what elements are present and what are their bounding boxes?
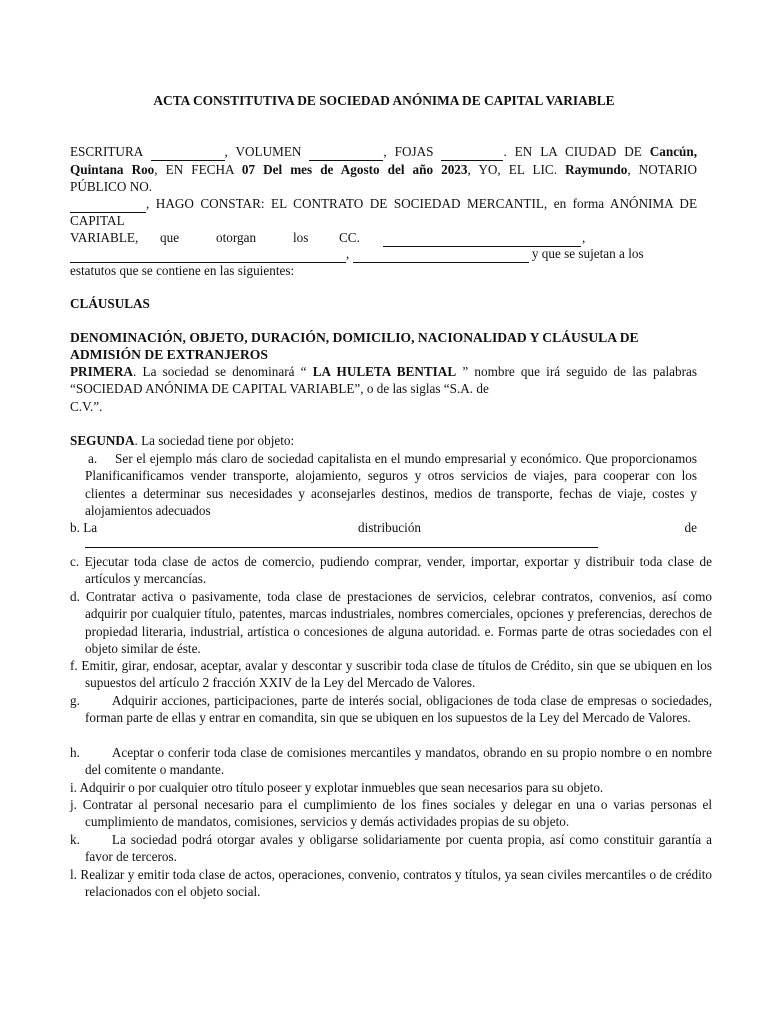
blank-fojas: [441, 143, 503, 161]
blank-otorgante-3: [353, 245, 529, 263]
item-b: [70, 519, 697, 536]
item-f: f. Emitir, girar, endosar, aceptar, avalar y descontar y suscribir toda clase de títulos de Crédito, sin que se ubiquen en los supuestos del artículo 2 fracción XXIV de la Ley del Mercado de Valores.: [70, 658, 712, 691]
clause-text: . La sociedad se denominará “: [133, 364, 307, 379]
intro-text: VARIABLE,: [70, 230, 139, 245]
clause-text: ” nombre que irá seguido de las palabras “SOCIEDAD ANÓNIMA DE CAPITAL VARIABLE”, o de las siglas “S.A. de: [70, 364, 697, 397]
item-d: d. Contratar activa o pasivamente, toda clase de prestaciones de servicios, celebrar contratos, convenios, así como adquirir por cualquier título, patentes, marcas industriales, nombres comerciales, opciones y preferencias, derechos de propiedad literaria, industrial, artística o concesiones de alguna autoridad. e. Formas parte de otras sociedades con el objeto similar de éste.: [70, 589, 712, 657]
intro-line-1: [70, 143, 697, 161]
clausulas-heading: CLÁUSULAS: [70, 296, 150, 311]
item-a-label: a.: [88, 451, 98, 466]
intro-line-2: [70, 161, 697, 178]
item-i: i. Adquirir o por cualquier otro título poseer y explotar inmuebles que sean necesarios para su objeto.: [70, 780, 604, 795]
blank-otorgante-2: [70, 245, 346, 263]
blank-volumen: [309, 143, 383, 161]
clause-label: SEGUNDA: [70, 433, 135, 448]
intro-text: ,: [582, 230, 586, 245]
intro-text: que: [160, 230, 180, 245]
intro-text: , VOLUMEN: [224, 144, 302, 159]
intro-text: , NOTARIO: [627, 162, 697, 177]
document-title: ACTA CONSTITUTIVA DE SOCIEDAD ANÓNIMA DE CAPITAL VARIABLE: [153, 93, 615, 108]
clausula-segunda: [70, 432, 697, 449]
blank-distribucion: [85, 547, 598, 548]
item-h: [70, 744, 712, 779]
state-name: Quintana Roo: [70, 162, 155, 177]
city-name: Cancún,: [649, 144, 698, 159]
item-l: l. Realizar y emitir toda clase de actos, operaciones, convenio, contratos y títulos, ya sean civiles mercantiles o de crédito relacionados con el objeto social.: [70, 867, 712, 900]
blank-notario-no: [70, 195, 146, 213]
clausula-primera: [70, 363, 697, 415]
intro-text: , EN FECHA: [154, 162, 234, 177]
intro-text: , FOJAS: [383, 144, 434, 159]
intro-text: CC.: [339, 230, 360, 245]
intro-line-5: CAPITAL: [70, 213, 125, 228]
item-k: [70, 831, 712, 866]
intro-line-7: [70, 245, 697, 263]
item-g-label: g.: [70, 693, 80, 708]
item-k-text: La sociedad podrá otorgar avales y obligarse solidariamente por cuenta propia, así como constituir garantía a favor de terceros.: [85, 832, 712, 865]
item-j: j. Contratar al personal necesario para el cumplimiento de los fines sociales y delegar en una o varias personas el cumplimiento de mandatos, comisiones, servicios y demás actividades propias de su objeto.: [70, 797, 712, 830]
item-c: c. Ejecutar toda clase de actos de comercio, pudiendo comprar, vender, importar, exportar y distribuir toda clase de artículos y mercancías.: [70, 554, 712, 587]
intro-text: otorgan: [216, 230, 257, 245]
clause-label: PRIMERA: [70, 364, 134, 379]
item-b-text: de: [684, 520, 697, 535]
intro-text: . EN LA CIUDAD DE: [503, 144, 642, 159]
item-k-label: k.: [70, 832, 80, 847]
intro-text: y que se sujetan a los: [531, 246, 644, 261]
company-name: LA HULETA BENTIAL: [312, 364, 457, 379]
item-a-text: Ser el ejemplo más claro de sociedad capitalista en el mundo empresarial y económico. Que proporcionamos Planificanificamos vender transporte, alojamiento, seguros y otros servicios de viajes, para cooperar con los clientes a determinar sus necesidades y aconsejarles destinos, medios de transporte, fechas de viaje, costes y alojamientos adecuados: [85, 451, 697, 519]
item-g-text: Adquirir acciones, participaciones, parte de interés social, obligaciones de toda clase de empresas o sociedades, forman parte de ellas y entrar en comandita, sin que se ubiquen en los supuestos de la Ley del Mercado de Valores.: [85, 693, 712, 726]
item-h-label: h.: [70, 745, 80, 760]
intro-line-8: estatutos que se contiene en las siguientes:: [70, 263, 295, 278]
item-h-text: Aceptar o conferir toda clase de comisiones mercantiles y mandatos, obrando en su propio nombre o en nombre del comitente o mandante.: [85, 745, 712, 778]
section-heading: DENOMINACIÓN, OBJETO, DURACIÓN, DOMICILIO, NACIONALIDAD Y CLÁUSULA DE ADMISIÓN DE EXTRANJEROS: [70, 330, 639, 363]
intro-line-6: [70, 229, 697, 246]
date-text: 07 Del mes de Agosto del año 2023: [241, 162, 468, 177]
item-b-label: b. La: [70, 520, 98, 535]
intro-text: ,: [346, 246, 350, 261]
clause-text: C.V.”.: [70, 398, 103, 414]
blank-escritura: [151, 143, 225, 161]
intro-line-3: PÚBLICO NO.: [70, 179, 153, 194]
notary-name: Raymundo: [565, 162, 628, 177]
intro-text: los: [293, 230, 309, 245]
item-b-text: distribución: [358, 520, 422, 535]
intro-text: , YO, EL LIC.: [467, 162, 557, 177]
intro-text: , HAGO CONSTAR: EL CONTRATO DE SOCIEDAD MERCANTIL, en forma ANÓNIMA DE: [146, 196, 697, 211]
intro-line-4: [70, 195, 697, 213]
clause-text: . La sociedad tiene por objeto:: [134, 433, 295, 448]
item-g: [70, 692, 712, 727]
intro-text: ESCRITURA: [70, 144, 143, 159]
